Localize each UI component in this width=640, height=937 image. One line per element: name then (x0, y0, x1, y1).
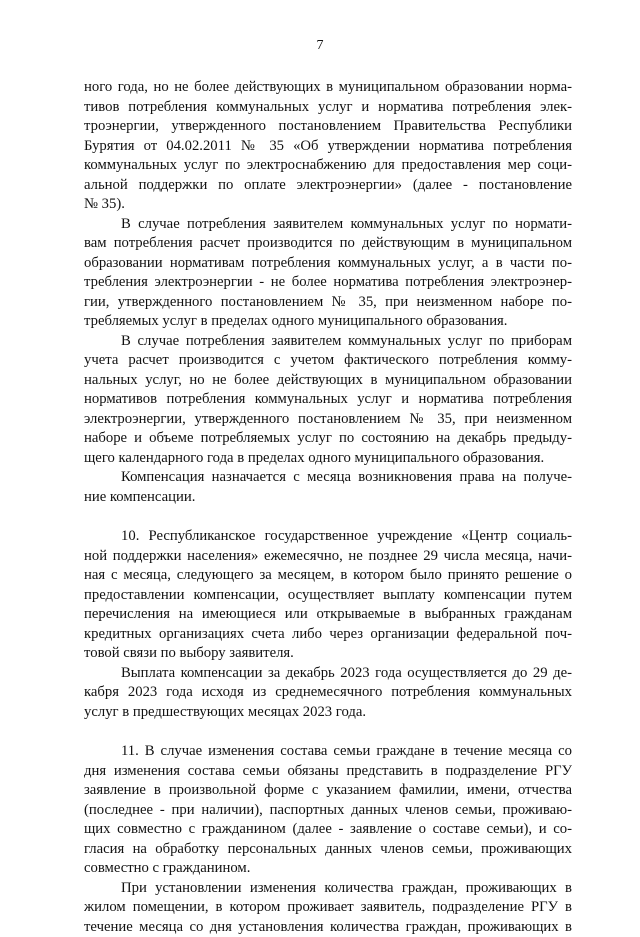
document-body (84, 78, 572, 937)
paragraph-gap (84, 507, 572, 527)
paragraph (84, 879, 572, 937)
text-line: коммунальных услуг по электроснабжению для предоставления мер соци- (84, 156, 572, 176)
text-line: Бурятия от 04.02.2011 № 35 «Об утверждении норматива потребления (84, 137, 572, 157)
text-line: Выплата компенсации за декабрь 2023 года осуществляется до 29 де- (84, 664, 572, 684)
text-line: ние компенсации. (84, 488, 572, 508)
text-line: дня изменения состава семьи обязаны представить в подразделение РГУ (84, 762, 572, 782)
text-line: При установлении изменения количества граждан, проживающих в (84, 879, 572, 899)
text-line: Компенсация назначается с месяца возникновения права на получе- (84, 468, 572, 488)
text-line: № 35). (84, 195, 572, 215)
text-line: предоставлении компенсации, осуществляет выплату компенсации путем (84, 586, 572, 606)
paragraph (84, 527, 572, 664)
text-line: гии, утвержденного постановлением № 35, при неизменном наборе по- (84, 293, 572, 313)
paragraph (84, 215, 572, 332)
paragraph-gap (84, 722, 572, 742)
text-line: 10. Республиканское государственное учреждение «Центр социаль- (84, 527, 572, 547)
text-line: течение месяца со дня установления количества граждан, проживающих в (84, 918, 572, 937)
text-line: услуг в предшествующих месяцах 2023 года. (84, 703, 572, 723)
text-line: нальных услуг, но не более действующих в муниципальном образовании (84, 371, 572, 391)
text-line: заявление в произвольной форме с указанием фамилии, имени, отчества (84, 781, 572, 801)
text-line: совместно с гражданином. (84, 859, 572, 879)
text-line: В случае потребления заявителем коммунальных услуг по нормати- (84, 215, 572, 235)
text-line: тивов потребления коммунальных услуг и норматива потребления элек- (84, 98, 572, 118)
text-line: (последнее - при наличии), паспортных данных членов семьи, проживаю- (84, 801, 572, 821)
text-line: требления электроэнергии - не более норматива потребления электроэнер- (84, 273, 572, 293)
paragraph (84, 468, 572, 507)
text-line: кредитных организациях счета либо через организации федеральной поч- (84, 625, 572, 645)
text-line: вам потребления расчет производится по действующим в муниципальном (84, 234, 572, 254)
text-line: товой связи по выбору заявителя. (84, 644, 572, 664)
paragraph (84, 742, 572, 879)
text-line: образовании нормативам потребления коммунальных услуг, а в части по- (84, 254, 572, 274)
text-line: щего календарного года в пределах одного муниципального образования. (84, 449, 572, 469)
text-line: кабря 2023 года исходя из среднемесячного потребления коммунальных (84, 683, 572, 703)
text-line: жилом помещении, в котором проживает заявитель, подразделение РГУ в (84, 898, 572, 918)
paragraph (84, 78, 572, 215)
text-line: наборе и объеме потребляемых услуг по состоянию на декабрь предыду- (84, 429, 572, 449)
text-line: альной поддержки по оплате электроэнергии» (далее - постановление (84, 176, 572, 196)
text-line: В случае потребления заявителем коммунальных услуг по приборам (84, 332, 572, 352)
text-line: троэнергии, утвержденного постановлением Правительства Республики (84, 117, 572, 137)
text-line: нормативов потребления коммунальных услуг и норматива потребления (84, 390, 572, 410)
text-line: электроэнергии, утвержденного постановлением № 35, при неизменном (84, 410, 572, 430)
paragraph (84, 332, 572, 469)
text-line: гласия на обработку персональных данных членов семьи, проживающих (84, 840, 572, 860)
text-line: требляемых услуг в пределах одного муниципального образования. (84, 312, 572, 332)
text-line: щих совместно с гражданином (далее - заявление о составе семьи), и со- (84, 820, 572, 840)
page-number: 7 (0, 38, 640, 54)
text-line: ная с месяца, следующего за месяцем, в котором было принято решение о (84, 566, 572, 586)
text-line: ного года, но не более действующих в муниципальном образовании норма- (84, 78, 572, 98)
paragraph (84, 664, 572, 723)
text-line: ной поддержки населения» ежемесячно, не позднее 29 числа месяца, начи- (84, 547, 572, 567)
text-line: 11. В случае изменения состава семьи граждане в течение месяца со (84, 742, 572, 762)
text-line: учета расчет производится с учетом фактического потребления комму- (84, 351, 572, 371)
text-line: перечисления на имеющиеся или открываемые в выбранных гражданам (84, 605, 572, 625)
